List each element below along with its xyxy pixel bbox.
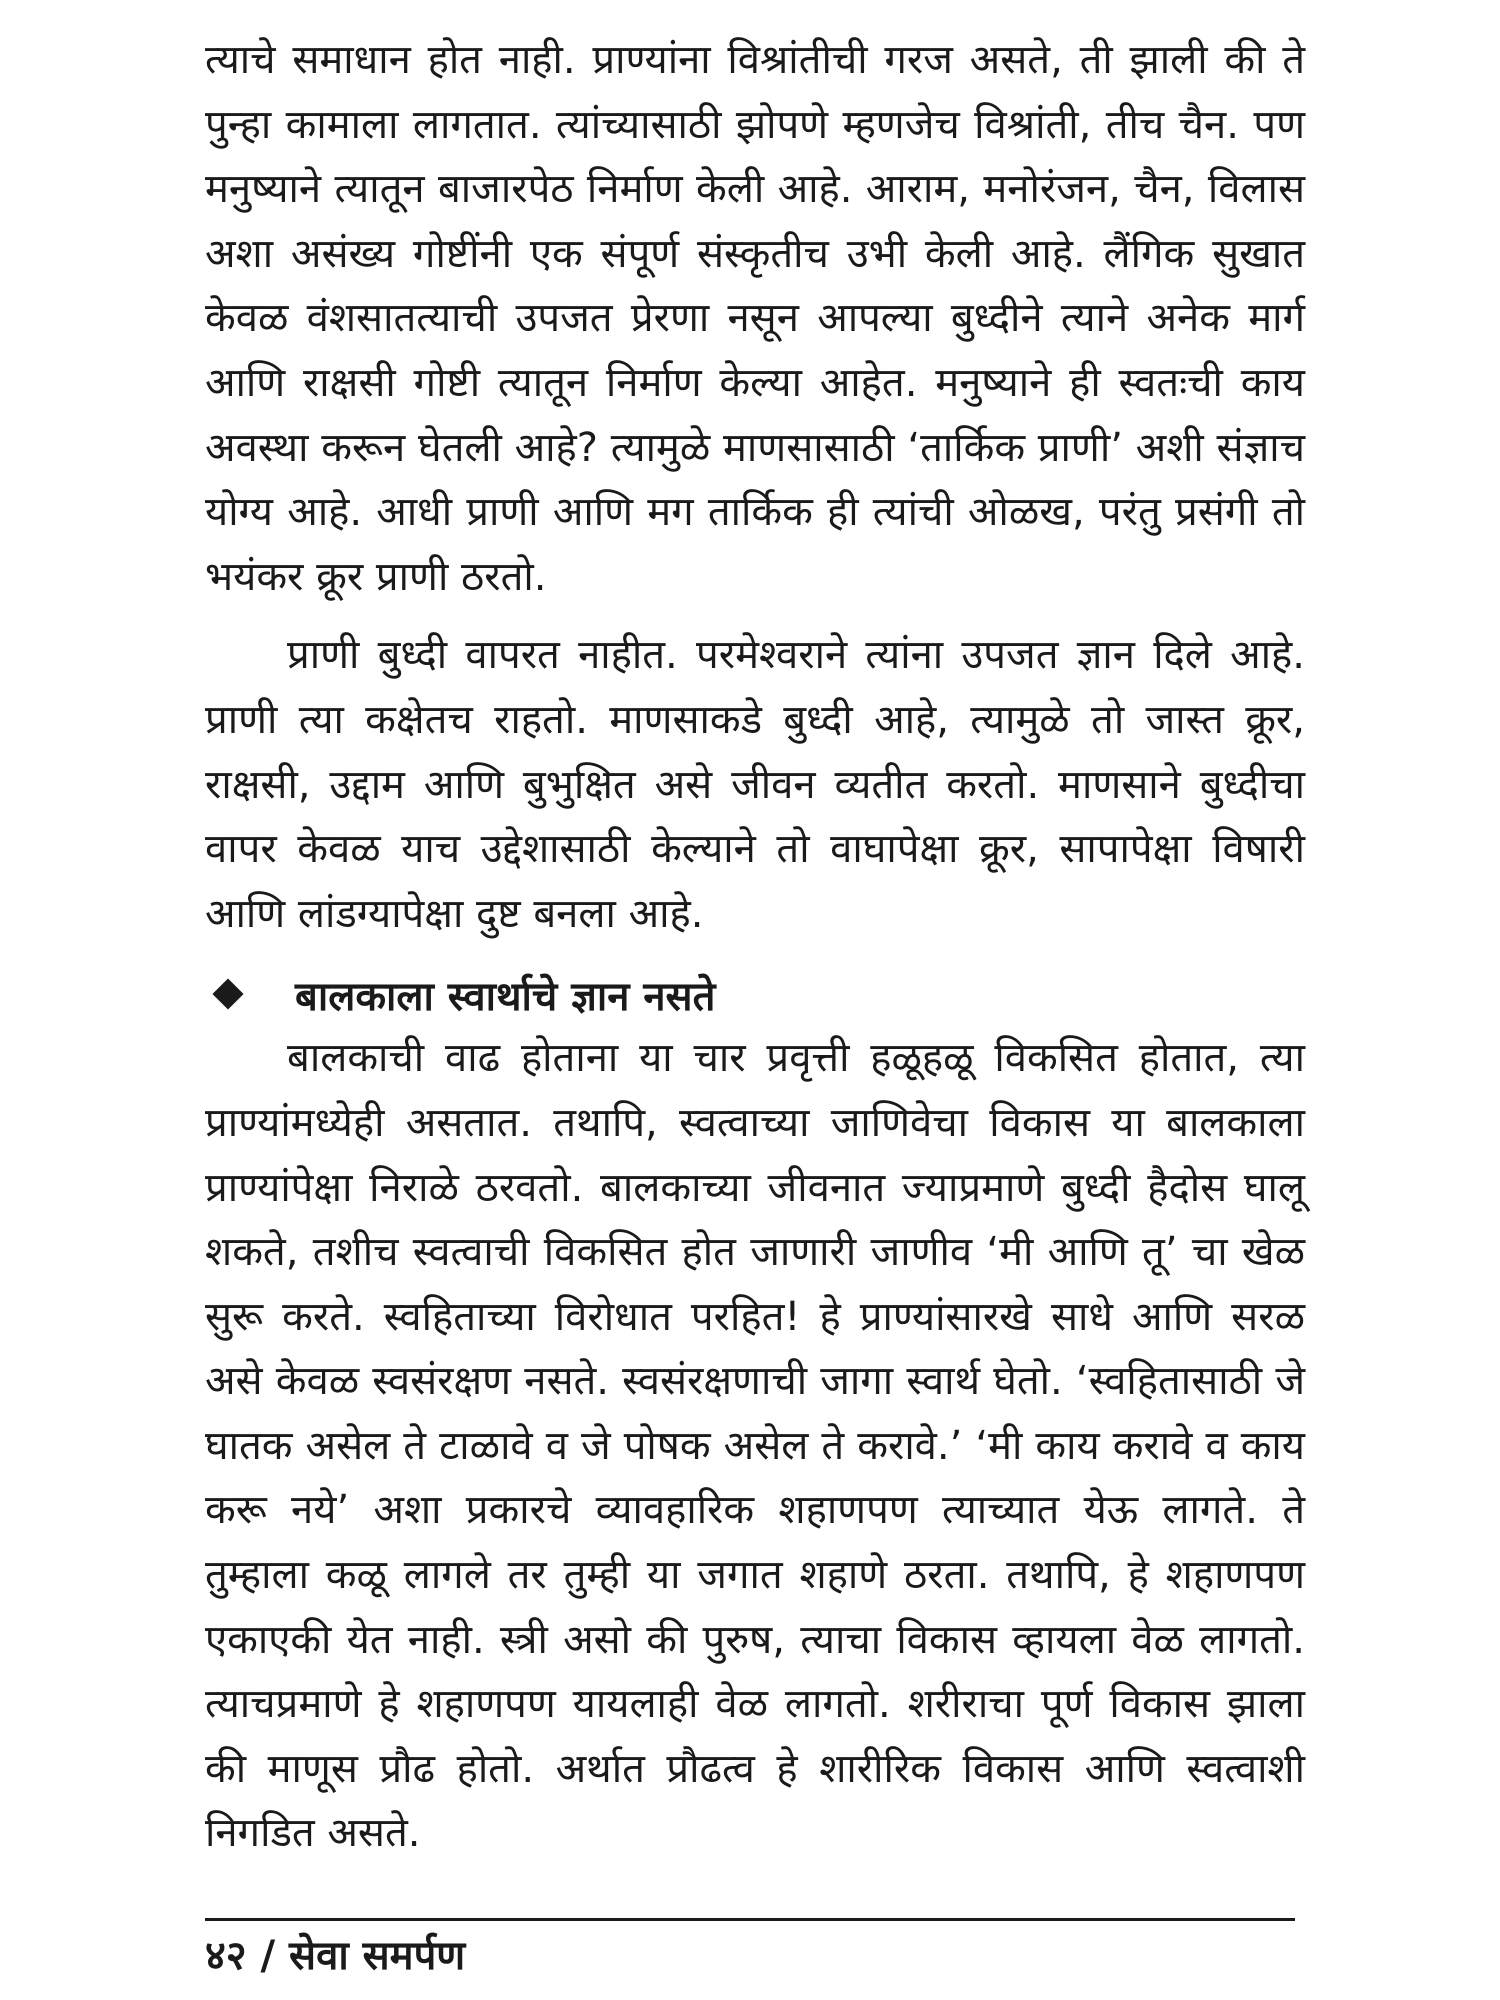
page-footer: ४२ / सेवा समर्पण — [205, 1933, 466, 1979]
paragraph-continued: त्याचे समाधान होत नाही. प्राण्यांना विश्रांतीची गरज असते, ती झाली की ते पुन्हा कामाला लागतात. त्यांच्यासाठी झोपणे म्हणजेच विश्रांती, तीच चैन. पण मनुष्याने त्यातून बाजारपेठ निर्माण केली आहे. आराम, मनोरंजन, चैन, विलास अशा असंख्य गोष्टींनी एक संपूर्ण संस्कृतीच उभी केली आहे. लैंगिक सुखात केवळ वंशसातत्याची उपजत प्रेरणा नसून आपल्या बुध्दीने त्याने अनेक मार्ग आणि राक्षसी गोष्टी त्यातून निर्माण केल्या आहेत. मनुष्याने ही स्वतःची काय अवस्था करून घेतली आहे? त्यामुळे माणसासाठी ‘तार्किक प्राणी’ अशी संज्ञाच योग्य आहे. आधी प्राणी आणि मग तार्किक ही त्यांची ओळख, परंतु प्रसंगी तो भयंकर क्रूर प्राणी ठरतो. — [205, 37, 1305, 600]
diamond-bullet-icon — [212, 979, 243, 1010]
paragraph-child-development: बालकाची वाढ होताना या चार प्रवृत्ती हळूहळू विकसित होतात, त्या प्राण्यांमध्येही असतात. तथापि, स्वत्वाच्या जाणिवेचा विकास या बालकाला प्राण्यांपेक्षा निराळे ठरवतो. बालकाच्या जीवनात ज्याप्रमाणे बुध्दी हैदोस घालू शकते, तशीच स्वत्वाची विकसित होत जाणारी जाणीव ‘मी आणि तू’ चा खेळ सुरू करते. स्वहिताच्या विरोधात परहित! हे प्राण्यांसारखे साधे आणि सरळ असे केवळ स्वसंरक्षण नसते. स्वसंरक्षणाची जागा स्वार्थ घेतो. ‘स्वहितासाठी जे घातक असेल ते टाळावे व जे पोषक असेल ते करावे.’ ‘मी काय करावे व काय करू नये’ अशा प्रकारचे व्यावहारिक शहाणपण त्याच्यात येऊ लागते. ते तुम्हाला कळू लागले तर तुम्ही या जगात शहाणे ठरता. तथापि, हे शहाणपण एकाएकी येत नाही. स्त्री असो की पुरुष, त्याचा विकास व्हायला वेळ लागतो. त्याचप्रमाणे हे शहाणपण यायलाही वेळ लागतो. शरीराचा पूर्ण विकास झाला की माणूस प्रौढ होतो. अर्थात प्रौढत्व हे शारीरिक विकास आणि स्वत्वाशी निगडित असते. — [205, 1035, 1305, 1857]
section-heading — [205, 962, 1305, 1026]
paragraph-animals-intellect: प्राणी बुध्दी वापरत नाहीत. परमेश्वराने त्यांना उपजत ज्ञान दिले आहे. प्राणी त्या कक्षेतच राहतो. माणसाकडे बुध्दी आहे, त्यामुळे तो जास्त क्रूर, राक्षसी, उद्दाम आणि बुभुक्षित असे जीवन व्यतीत करतो. माणसाने बुध्दीचा वापर केवळ याच उद्देशासाठी केल्याने तो वाघापेक्षा क्रूर, सापापेक्षा विषारी आणि लांडग्यापेक्षा दुष्ट बनला आहे. — [205, 632, 1305, 937]
body-text — [205, 28, 1305, 1866]
footer-divider — [205, 1918, 1295, 1921]
section-heading-text: बालकाला स्वार्थाचे ज्ञान नसते — [295, 973, 716, 1020]
